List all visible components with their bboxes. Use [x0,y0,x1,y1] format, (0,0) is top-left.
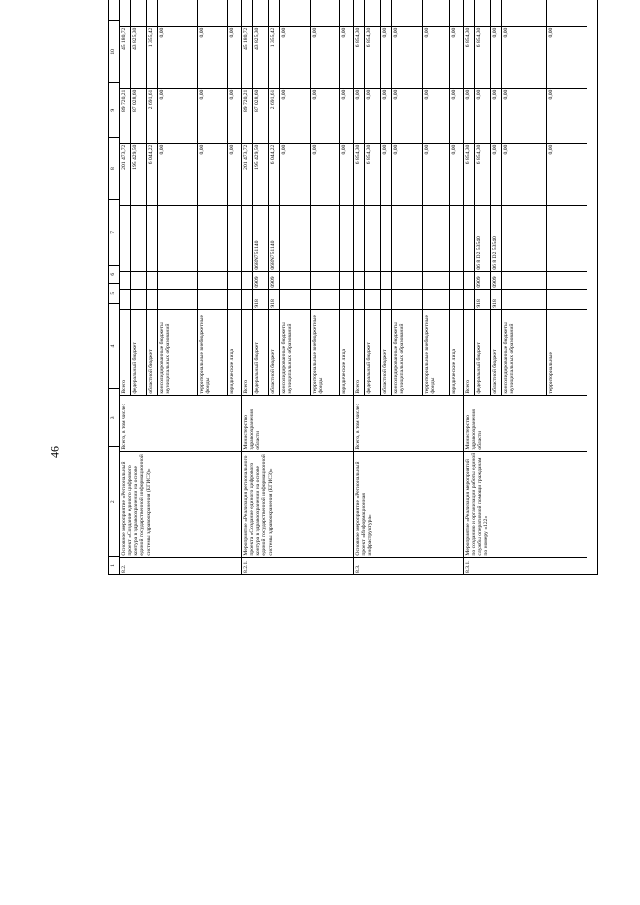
admin-code-cell [450,289,464,309]
year-amount-cell: 0,00 [340,26,354,88]
target-article-cell: 068N751140 [269,205,279,271]
total-amount-cell: 6 854,30 [464,143,474,205]
target-article-cell [365,205,380,271]
target-article-cell [340,205,354,271]
total-amount-cell: 6 854,30 [365,143,380,205]
total-amount-cell: 195 429,50 [131,143,146,205]
funding-source-cell: областной бюджет [147,309,157,395]
target-article-cell [131,205,146,271]
section-code-cell [423,271,449,289]
table-row-group [464,0,587,574]
executor-cell: Всего, в том числе: [120,395,241,451]
section-code-cell [198,271,227,289]
activity-name-cell: Основное мероприятие «Региональный проект «Информационная инфраструктура» [354,451,463,557]
section-code-cell [547,271,587,289]
admin-code-cell [120,289,130,309]
total-amount-cell: 6 044,22 [269,143,279,205]
executor-cell: Министерство здравоохранения области [464,395,587,451]
admin-code-cell [242,289,252,309]
year-amount-cell: 0,00 [280,26,310,88]
total-amount-cell: 0,00 [423,143,449,205]
year-amount-cell [423,0,449,26]
funding-source-cell: Всего [464,309,474,395]
year-amount-cell [120,0,130,26]
section-code-cell [147,271,157,289]
target-article-cell [228,205,242,271]
funding-source-cell: федеральный бюджет [475,309,490,395]
target-article-cell [120,205,130,271]
funding-source-cell: Всего [354,309,364,395]
funding-row [450,0,464,395]
table-body [120,0,587,574]
year-amount-cell: 0,00 [547,88,587,143]
table-row-group [120,0,242,574]
row-number-cell: 8.3. [354,557,463,574]
year-amount-cell [547,0,587,26]
year-amount-cell [131,0,146,26]
header-cell-10: 10 [109,20,119,82]
section-code-cell [450,271,464,289]
year-amount-cell: 87 028,60 [253,88,268,143]
target-article-cell [547,205,587,271]
total-amount-cell: 0,00 [491,143,501,205]
funding-row [198,0,228,395]
funding-row [228,0,242,395]
target-article-cell [280,205,310,271]
admin-code-cell [354,289,364,309]
executor-cell: Министерство здравоохранения области [242,395,353,451]
admin-code-cell [464,289,474,309]
funding-row [280,0,311,395]
section-code-cell [311,271,339,289]
year-amount-cell [158,0,197,26]
admin-code-cell: 918 [253,289,268,309]
funding-source-cell: Всего [120,309,130,395]
year-amount-cell [381,0,391,26]
year-amount-cell: 1 355,42 [269,26,279,88]
target-article-cell [147,205,157,271]
target-article-cell [502,205,546,271]
funding-source-cell: консолидированные бюджеты муниципальных образований [158,309,197,395]
admin-code-cell [392,289,422,309]
year-amount-cell: 6 854,30 [354,26,364,88]
year-amount-cell [228,0,242,26]
target-article-cell [354,205,364,271]
year-amount-cell: 0,00 [228,88,242,143]
header-cell-1: 1 [109,556,119,574]
year-amount-cell: 0,00 [392,88,422,143]
row-number-cell: 8.3.1. [464,557,587,574]
funding-row [158,0,198,395]
funding-source-cell: консолидированные бюджеты муниципальных образований [502,309,546,395]
activity-name-cell: Мероприятие «Реализация мероприятий по созданию и организации работы единой службы оперативной помощи гражданам по номеру «122» [464,451,587,557]
table-row-group [242,0,354,574]
year-amount-cell [491,0,501,26]
funding-source-cell: Всего [242,309,252,395]
header-cell-4: 4 [109,303,119,389]
year-amount-cell: 89 720,21 [242,88,252,143]
year-amount-cell [475,0,490,26]
admin-code-cell [340,289,354,309]
target-article-cell: 06 8 D2 53540 [475,205,490,271]
target-article-cell [381,205,391,271]
header-cell-8: 8 [109,137,119,199]
year-amount-cell: 6 854,30 [365,26,380,88]
total-amount-cell: 0,00 [340,143,354,205]
funding-source-cell: территориальные внебюджетные фонды [423,309,449,395]
year-amount-cell: 0,00 [198,88,227,143]
activity-name-cell: Мероприятие «Реализация регионального проекта «Создание единого цифрового контура в здравоохранении на основе единой государственной информационной системы здравоохранения (ЕГИСЗ)» [242,451,353,557]
admin-code-cell [158,289,197,309]
total-amount-cell: 0,00 [198,143,227,205]
year-amount-cell: 2 691,61 [147,88,157,143]
target-article-cell [311,205,339,271]
funding-source-cell: территориальные внебюджетные фонды [198,309,227,395]
admin-code-cell [365,289,380,309]
year-amount-cell: 45 180,72 [242,26,252,88]
page-number: 46 [47,446,62,458]
funding-row [354,0,365,395]
year-amount-cell: 87 028,60 [131,88,146,143]
section-code-cell [365,271,380,289]
year-amount-cell: 0,00 [547,26,587,88]
funding-row [242,0,253,395]
year-amount-cell: 1 355,42 [147,26,157,88]
funding-source-cell: федеральный бюджет [253,309,268,395]
year-amount-cell [450,0,464,26]
year-amount-cell: 0,00 [354,88,364,143]
target-article-cell: 06 8 D2 53540 [491,205,501,271]
total-amount-cell: 0,00 [450,143,464,205]
admin-code-cell [547,289,587,309]
funding-row [340,0,354,395]
funding-source-cell: федеральный бюджет [365,309,380,395]
section-code-cell: 0909 [253,271,268,289]
admin-code-cell [502,289,546,309]
section-code-cell [242,271,252,289]
total-amount-cell: 201 473,72 [242,143,252,205]
year-amount-cell: 0,00 [198,26,227,88]
funding-source-cell: консолидированные бюджеты муниципальных образований [280,309,310,395]
year-amount-cell: 0,00 [280,88,310,143]
total-amount-cell: 195 429,50 [253,143,268,205]
funding-row [147,0,158,395]
target-article-cell: 068N751140 [253,205,268,271]
year-amount-cell: 0,00 [450,26,464,88]
section-code-cell [392,271,422,289]
funding-source-cell: областной бюджет [491,309,501,395]
year-amount-cell [392,0,422,26]
year-amount-cell: 0,00 [311,26,339,88]
funding-row [253,0,269,395]
table-row-group [354,0,464,574]
year-amount-cell [502,0,546,26]
section-code-cell [131,271,146,289]
row-number-cell: 8.2. [120,557,241,574]
funding-row [491,0,502,395]
section-code-cell [464,271,474,289]
section-code-cell [502,271,546,289]
year-amount-cell [242,0,252,26]
total-amount-cell: 0,00 [280,143,310,205]
executor-cell: Всего, в том числе: [354,395,463,451]
year-amount-cell: 0,00 [392,26,422,88]
funding-source-cell: юридические лица [340,309,354,395]
total-amount-cell: 201 473,72 [120,143,130,205]
year-amount-cell: 89 720,21 [120,88,130,143]
year-amount-cell: 6 854,30 [464,26,474,88]
year-amount-cell: 6 854,30 [475,26,490,88]
budget-table [108,0,598,575]
year-amount-cell: 43 825,30 [253,26,268,88]
year-amount-cell: 2 691,61 [269,88,279,143]
section-code-cell [158,271,197,289]
total-amount-cell: 6 854,30 [354,143,364,205]
year-amount-cell: 43 825,30 [131,26,146,88]
activity-name-cell: Основное мероприятие «Региональный проект «Создание единого цифрового контура в здравоохранении на основе единой государственной информационной системы здравоохранения (ЕГИСЗ)» [120,451,241,557]
total-amount-cell: 0,00 [311,143,339,205]
funding-source-cell: областной бюджет [269,309,279,395]
year-amount-cell [340,0,354,26]
table-rotation-frame [108,27,598,865]
funding-source-cell: юридические лица [450,309,464,395]
total-amount-cell: 6 854,30 [475,143,490,205]
funding-row [311,0,340,395]
funding-row [502,0,547,395]
funding-row [475,0,491,395]
target-article-cell [158,205,197,271]
admin-code-cell [381,289,391,309]
year-amount-cell: 0,00 [381,88,391,143]
section-code-cell [280,271,310,289]
target-article-cell [423,205,449,271]
year-amount-cell [354,0,364,26]
year-amount-cell [464,0,474,26]
year-amount-cell: 45 180,72 [120,26,130,88]
year-amount-cell: 0,00 [340,88,354,143]
table-header-row [109,0,120,574]
admin-code-cell [198,289,227,309]
year-amount-cell: 0,00 [491,88,501,143]
target-article-cell [464,205,474,271]
total-amount-cell: 0,00 [547,143,587,205]
funding-row [381,0,392,395]
year-amount-cell: 0,00 [158,88,197,143]
year-amount-cell [311,0,339,26]
admin-code-cell [423,289,449,309]
section-code-cell [381,271,391,289]
section-code-cell [354,271,364,289]
total-amount-cell: 0,00 [228,143,242,205]
year-amount-cell [147,0,157,26]
section-code-cell [340,271,354,289]
total-amount-cell: 6 044,22 [147,143,157,205]
funding-row [131,0,147,395]
header-cell-11 [109,0,119,20]
funding-source-cell: юридические лица [228,309,242,395]
total-amount-cell: 0,00 [381,143,391,205]
total-amount-cell: 0,00 [392,143,422,205]
header-cell-5: 5 [109,283,119,303]
header-cell-7: 7 [109,199,119,265]
section-code-cell: 0909 [475,271,490,289]
funding-source-cell: территориальные внебюджетные фонды [311,309,339,395]
year-amount-cell [365,0,380,26]
year-amount-cell [198,0,227,26]
funding-row [120,0,131,395]
year-amount-cell: 0,00 [491,26,501,88]
funding-source-cell: консолидированные бюджеты муниципальных образований [392,309,422,395]
section-code-cell: 0909 [269,271,279,289]
header-cell-3: 3 [109,388,119,446]
header-cell-9: 9 [109,82,119,137]
funding-rows [120,0,241,395]
admin-code-cell: 918 [269,289,279,309]
funding-row [392,0,423,395]
year-amount-cell [269,0,279,26]
section-code-cell [120,271,130,289]
year-amount-cell: 0,00 [464,88,474,143]
funding-source-cell: федеральный бюджет [131,309,146,395]
year-amount-cell: 0,00 [502,88,546,143]
section-code-cell [228,271,242,289]
admin-code-cell: 918 [475,289,490,309]
funding-row [423,0,450,395]
funding-rows [354,0,463,395]
total-amount-cell: 0,00 [158,143,197,205]
year-amount-cell [253,0,268,26]
header-cell-6: 6 [109,265,119,283]
funding-row [365,0,381,395]
total-amount-cell: 0,00 [502,143,546,205]
target-article-cell [450,205,464,271]
year-amount-cell [280,0,310,26]
funding-rows [242,0,353,395]
target-article-cell [242,205,252,271]
admin-code-cell [228,289,242,309]
funding-row [547,0,587,395]
target-article-cell [198,205,227,271]
funding-source-cell: областной бюджет [381,309,391,395]
funding-row [269,0,280,395]
section-code-cell: 0909 [491,271,501,289]
header-cell-2: 2 [109,446,119,556]
funding-source-cell: территориальные [547,309,587,395]
target-article-cell [392,205,422,271]
admin-code-cell [311,289,339,309]
year-amount-cell: 0,00 [228,26,242,88]
admin-code-cell [131,289,146,309]
row-number-cell: 8.2.1. [242,557,353,574]
year-amount-cell: 0,00 [158,26,197,88]
funding-rows [464,0,587,395]
year-amount-cell: 0,00 [311,88,339,143]
admin-code-cell [280,289,310,309]
admin-code-cell [147,289,157,309]
year-amount-cell: 0,00 [423,88,449,143]
year-amount-cell: 0,00 [365,88,380,143]
year-amount-cell: 0,00 [381,26,391,88]
year-amount-cell: 0,00 [475,88,490,143]
year-amount-cell: 0,00 [450,88,464,143]
funding-row [464,0,475,395]
admin-code-cell: 918 [491,289,501,309]
year-amount-cell: 0,00 [502,26,546,88]
year-amount-cell: 0,00 [423,26,449,88]
